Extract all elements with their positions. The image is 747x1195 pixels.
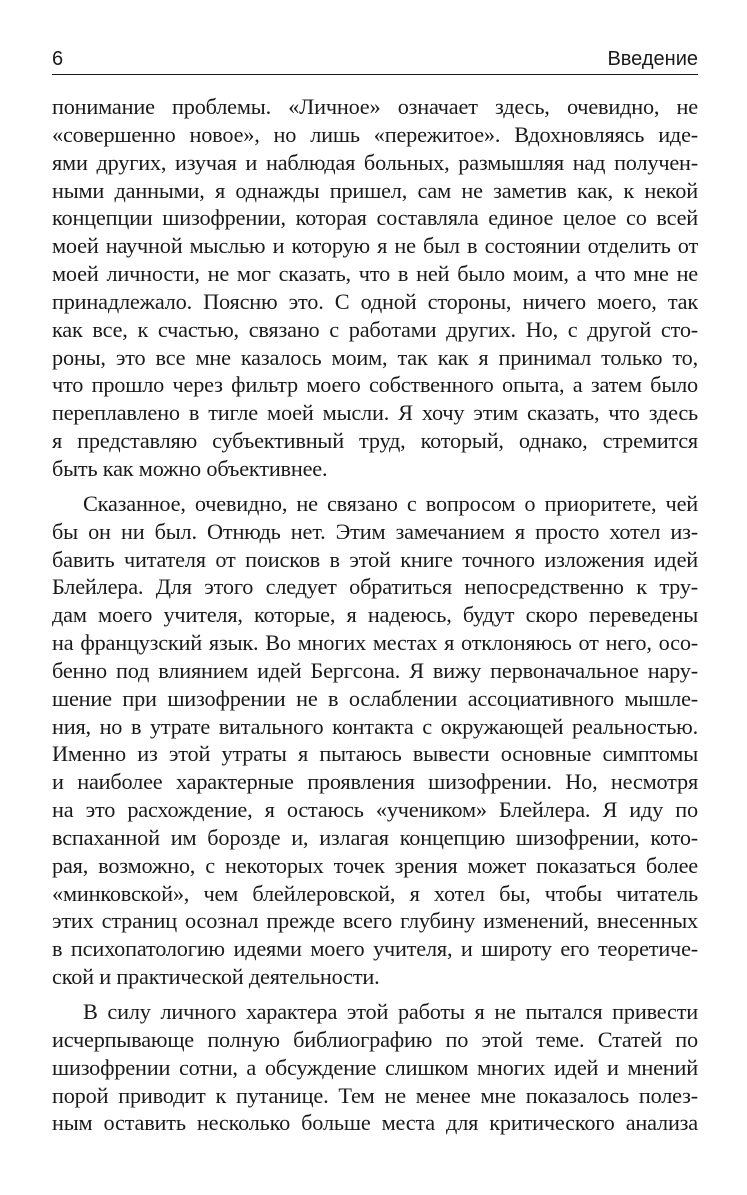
text-line: ным оставить несколько больше места для критического анализа	[52, 1110, 698, 1136]
text-line: рая, возможно, с некоторых точек зрения может показаться более	[52, 852, 698, 878]
text-line: дам моего учителя, которые, я надеюсь, будут скоро переведены	[52, 602, 698, 628]
text-line: принадлежало. Поясню это. С одной стороны, ничего моего, так	[52, 288, 698, 314]
text-line: бы он ни был. Отнюдь нет. Этим замечанием я просто хотел из-	[52, 518, 698, 544]
text-line: понимание проблемы. «Личное» означает здесь, очевидно, не	[52, 94, 698, 119]
paragraph-2	[52, 490, 698, 991]
text-line: на французский язык. Во многих местах я отклоняюсь от него, осо-	[52, 630, 698, 656]
text-line: шение при шизофрении не в ослаблении ассоциативного мышле-	[52, 685, 698, 711]
text-line: бенно под влиянием идей Бергсона. Я вижу первоначальное нару-	[52, 657, 698, 683]
text-line: «совершенно новое», но лишь «пережитое». Вдохновляясь иде-	[52, 121, 698, 147]
text-line: моей личности, не мог сказать, что в ней было моим, а что мне не	[52, 261, 698, 287]
running-header	[52, 46, 698, 75]
text-line: В силу личного характера этой работы я не пытался привести	[83, 999, 698, 1024]
paragraph-3	[52, 998, 698, 1137]
text-line: моей научной мыслью и которую я не был в состоянии отделить от	[52, 233, 698, 259]
paragraph-1	[52, 93, 698, 483]
text-line: Блейлера. Для этого следует обратиться непосредственно к тру-	[52, 574, 698, 600]
text-line: ния, но в утрате витального контакта с окружающей реальностью.	[52, 713, 698, 739]
text-line: порой приводит к путанице. Тем не менее мне показалось полез-	[52, 1082, 698, 1108]
body-text	[52, 93, 698, 1137]
text-line: ями других, изучая и наблюдая больных, размышляя над получен-	[52, 149, 698, 175]
text-line: бавить читателя от поисков в этой книге точного изложения идей	[52, 546, 698, 572]
text-line: и наиболее характерные проявления шизофрении. Но, несмотря	[52, 769, 698, 795]
text-line: Именно из этой утраты я пытаюсь вывести основные симптомы	[52, 741, 698, 767]
text-line: вспаханной им борозде и, излагая концепцию шизофрении, кото-	[52, 824, 698, 850]
text-line: переплавлено в тигле моей мысли. Я хочу этим сказать, что здесь	[52, 400, 698, 426]
page-number: 6	[52, 48, 64, 70]
text-line: шизофрении сотни, а обсуждение слишком многих идей и мнений	[52, 1054, 698, 1080]
text-line: я представляю субъективный труд, который, однако, стремится	[52, 428, 698, 454]
text-line: концепции шизофрении, которая составляла единое целое со всей	[52, 205, 698, 231]
text-line: исчерпывающе полную библиографию по этой теме. Статей по	[52, 1026, 698, 1052]
running-title: Введение	[607, 48, 698, 70]
text-line: ской и практической деятельности.	[52, 964, 380, 990]
text-line: этих страниц осознал прежде всего глубину изменений, внесенных	[52, 908, 698, 934]
text-line: ными данными, я однажды пришел, сам не заметив как, к некой	[52, 177, 698, 203]
text-line: «минковской», чем блейлеровской, я хотел бы, чтобы читатель	[52, 880, 698, 906]
text-line: в психопатологию идеями моего учителя, и широту его теоретиче-	[52, 936, 698, 962]
text-line: что прошло через фильтр моего собственного опыта, а затем было	[52, 372, 698, 398]
text-line: на это расхождение, я остаюсь «учеником» Блейлера. Я иду по	[52, 797, 698, 823]
text-line: как все, к счастью, связано с работами других. Но, с другой сто-	[52, 316, 698, 342]
text-line: роны, это все мне казалось моим, так как я принимал только то,	[52, 344, 698, 370]
text-line: Сказанное, очевидно, не связано с вопросом о приоритете, чей	[83, 490, 698, 516]
text-line: быть как можно объективнее.	[52, 455, 328, 481]
